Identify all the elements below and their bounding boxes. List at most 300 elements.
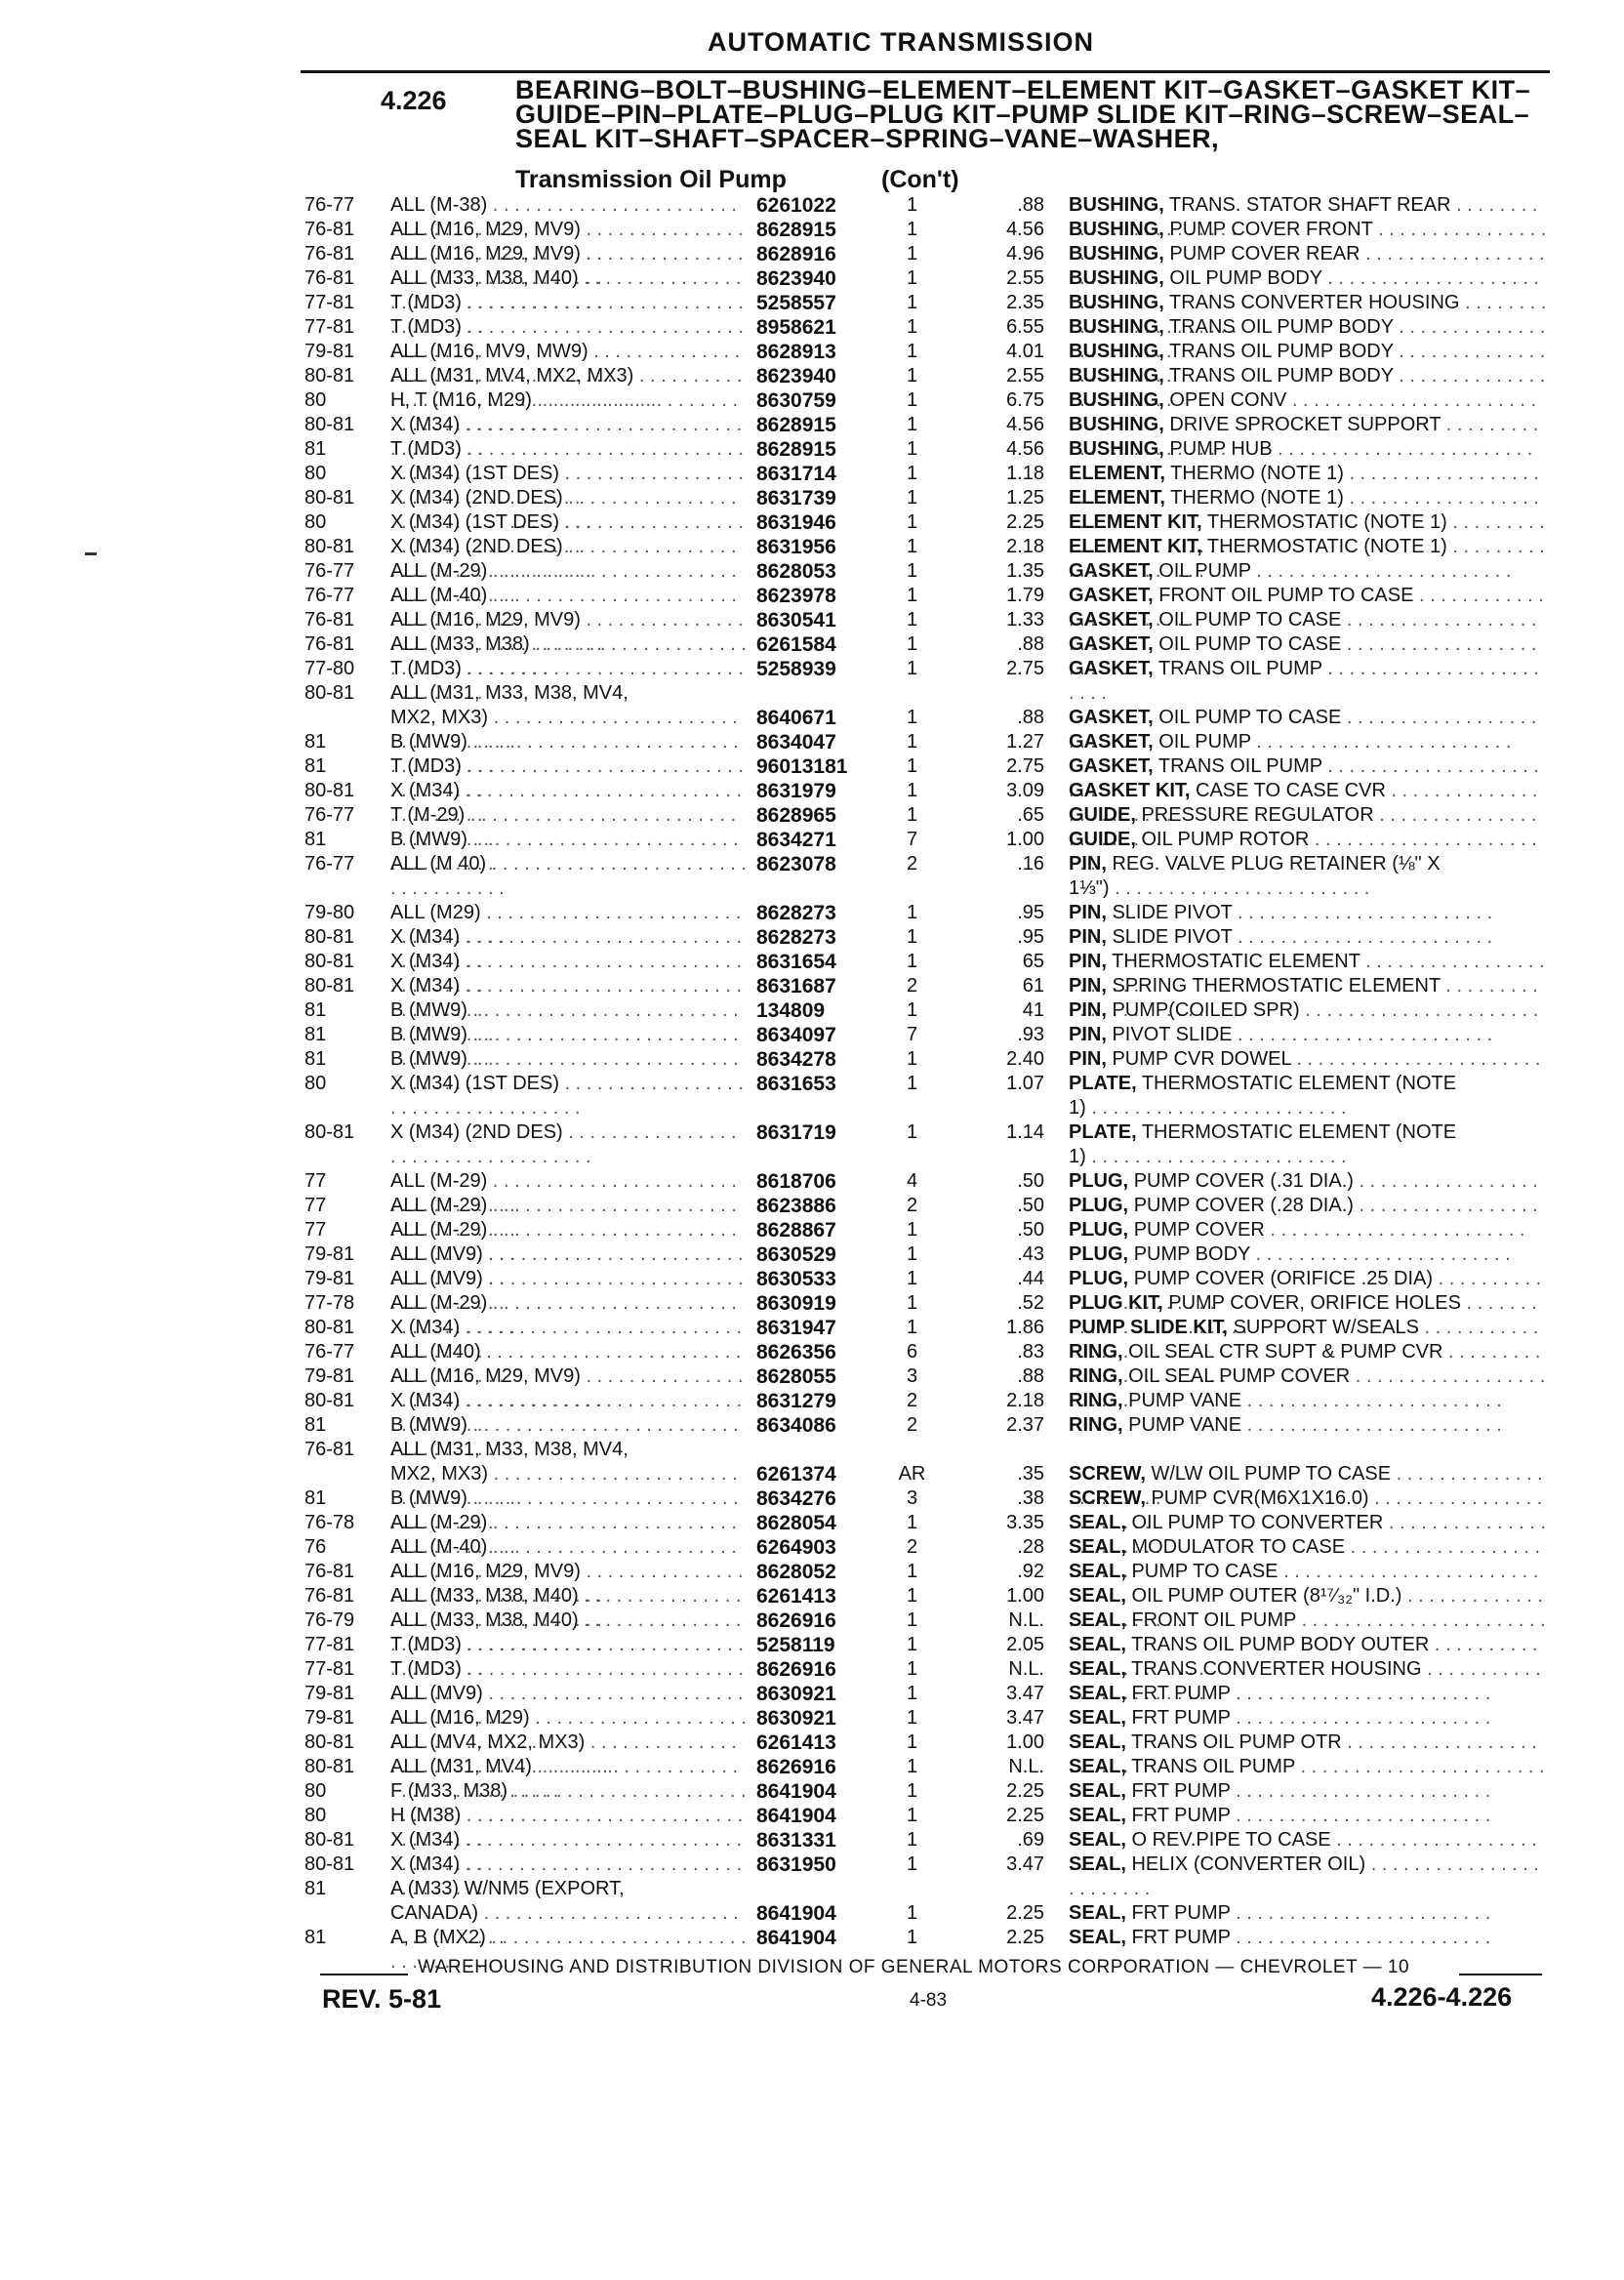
- quantity: 2: [906, 1195, 918, 1216]
- quantity: 1: [906, 1121, 918, 1143]
- application: ALL (M-29) . . .: [390, 1218, 747, 1267]
- description-name: PIN,: [1069, 999, 1107, 1021]
- model-years: 81: [304, 731, 327, 753]
- quantity: 1: [906, 999, 918, 1021]
- price: .95: [1017, 926, 1044, 948]
- description-detail: THERMO (NOTE 1) . . .: [1069, 487, 1539, 533]
- application: ALL (M33, M38, M40) . . .: [390, 266, 747, 315]
- description-detail: OIL PUMP TO CASE . . .: [1069, 609, 1536, 655]
- application: ALL (M-38) . . .: [390, 193, 747, 242]
- quantity: 1: [906, 438, 918, 460]
- description-detail: PUMP COVER REAR . . .: [1069, 243, 1545, 289]
- table-row: [0, 1023, 1624, 1047]
- model-years: 76-78: [304, 1512, 355, 1533]
- description-name: PLUG,: [1069, 1195, 1129, 1216]
- quantity: 1: [906, 463, 918, 484]
- part-number: 8634086: [756, 1414, 836, 1437]
- quantity: 1: [906, 243, 918, 265]
- description-detail: FRT PUMP . . .: [1131, 1927, 1490, 1948]
- application: ALL (M16, M29, MV9) . . .: [390, 218, 747, 266]
- quantity: 1: [906, 414, 918, 435]
- table-row: [0, 779, 1624, 803]
- quantity: 1: [906, 609, 918, 631]
- table-row: [0, 1608, 1624, 1633]
- model-years: 76-81: [304, 219, 355, 240]
- part-number: 8641904: [756, 1902, 836, 1925]
- application: ALL (M33, M38) . . .: [390, 632, 747, 681]
- quantity: 1: [906, 194, 918, 216]
- description-name: SEAL,: [1069, 1805, 1126, 1826]
- table-row: [0, 998, 1624, 1023]
- description-detail: TRANS OIL PUMP . . .: [1069, 658, 1539, 704]
- section-heading: BEARING–BOLT–BUSHING–ELEMENT–ELEMENT KIT–GASKET–GASKET KIT–GUIDE–PIN–PLATE–PLUG–PLUG KIT–PUMP SLIDE KIT–RING–SCREW–SEAL–SEAL KIT–SHAFT–SPACER–SPRING–VANE–WASHER,: [515, 75, 1531, 153]
- model-years: 81: [304, 1024, 327, 1045]
- table-row: [0, 242, 1624, 266]
- application: ALL (M 40) . . .: [390, 852, 747, 901]
- quantity: 1: [906, 926, 918, 948]
- application: X (M34) (2ND DES) . . .: [390, 1120, 747, 1169]
- description-name: GASKET,: [1069, 609, 1154, 631]
- part-number: 8641904: [756, 1927, 836, 1949]
- price: .52: [1017, 1292, 1044, 1314]
- application: ALL (M-29) . . .: [390, 1169, 747, 1218]
- quantity: 1: [906, 1048, 918, 1070]
- table-row: [0, 218, 1624, 242]
- application: A (M33) W/NM5 (EXPORT, CANADA) . . .: [390, 1877, 747, 1950]
- quantity: 1: [906, 1683, 918, 1704]
- part-number: 134809: [756, 999, 826, 1022]
- application: ALL (M16, M29) . . .: [390, 1706, 747, 1755]
- part-number: 8628913: [756, 341, 836, 363]
- price: 2.25: [1006, 511, 1044, 533]
- application: T (MD3) . . .: [390, 754, 747, 803]
- application: B (MW9) . . .: [390, 1413, 747, 1462]
- model-years: 81: [304, 999, 327, 1021]
- part-number: 8640671: [756, 707, 836, 729]
- description-detail: OIL PUMP . . .: [1158, 731, 1511, 753]
- quantity: 1: [906, 585, 918, 606]
- table-row: [0, 291, 1624, 315]
- quantity: 1: [906, 219, 918, 240]
- price: 2.25: [1006, 1805, 1044, 1826]
- model-years: 80-81: [304, 1829, 355, 1851]
- price: 1.79: [1006, 585, 1044, 606]
- quantity: 2: [906, 1390, 918, 1411]
- description-name: BUSHING,: [1069, 219, 1164, 240]
- description-name: PIN,: [1069, 1024, 1107, 1045]
- application: ALL (M31, MV4) . . .: [390, 1755, 747, 1804]
- price: .88: [1017, 633, 1044, 655]
- part-number: 6261413: [756, 1731, 836, 1754]
- part-number: 8618706: [756, 1170, 836, 1193]
- description-detail: TRANS OIL PUMP BODY . . .: [1069, 316, 1545, 362]
- description-detail: FRT PUMP . . .: [1131, 1902, 1490, 1924]
- description-detail: TRANS OIL PUMP BODY . . .: [1069, 341, 1545, 387]
- part-number: 8634047: [756, 731, 836, 753]
- model-years: 80-81: [304, 975, 355, 997]
- price: 1.86: [1006, 1317, 1044, 1338]
- description-name: ELEMENT,: [1069, 487, 1165, 509]
- table-row: [0, 340, 1624, 364]
- quantity: 1: [906, 1658, 918, 1680]
- part-number: 96013181: [756, 755, 848, 778]
- model-years: 81: [304, 1048, 327, 1070]
- application: ALL (M-29) . . .: [390, 559, 747, 608]
- quantity: 1: [906, 389, 918, 411]
- application: X (M34) (1ST DES) . . .: [390, 462, 747, 510]
- price: 4.56: [1006, 438, 1044, 460]
- description-detail: PUMP COVER . . .: [1134, 1219, 1525, 1241]
- quantity: 1: [906, 1561, 918, 1582]
- part-number: 8623886: [756, 1195, 836, 1217]
- price: 1.25: [1006, 487, 1044, 509]
- model-years: 80: [304, 1780, 327, 1802]
- application: ALL (M16, MV9, MW9) . . .: [390, 340, 747, 388]
- table-row: [0, 754, 1624, 779]
- part-number: 8631946: [756, 511, 836, 534]
- quantity: 1: [906, 536, 918, 557]
- description-detail: PUMP TO CASE . . .: [1131, 1561, 1538, 1582]
- quantity: 1: [906, 1853, 918, 1875]
- quantity: 7: [906, 829, 918, 850]
- table-row: [0, 1413, 1624, 1438]
- application: ALL (M40) . . .: [390, 1340, 747, 1389]
- application: X (M34) . . .: [390, 1852, 747, 1901]
- quantity: 1: [906, 1927, 918, 1948]
- price: 2.05: [1006, 1634, 1044, 1655]
- description-detail: TRANS CONVERTER HOUSING . . .: [1069, 292, 1546, 338]
- description-name: GUIDE,: [1069, 804, 1136, 826]
- quantity: 1: [906, 1073, 918, 1094]
- application: T (MD3) . . .: [390, 1633, 747, 1682]
- description-name: PIN,: [1069, 853, 1107, 875]
- model-years: 81: [304, 829, 327, 850]
- description: [1069, 1023, 1547, 1047]
- table-row: [0, 1926, 1624, 1950]
- model-years: 76-77: [304, 560, 355, 582]
- price: 3.47: [1006, 1683, 1044, 1704]
- description: [1069, 925, 1547, 950]
- table-row: [0, 1755, 1624, 1779]
- application: X (M34) . . .: [390, 779, 747, 828]
- application: X (M34) . . .: [390, 1389, 747, 1438]
- description-name: GASKET,: [1069, 658, 1154, 679]
- price: 2.40: [1006, 1048, 1044, 1070]
- application: ALL (M33, M38, M40) . . .: [390, 1608, 747, 1657]
- description-detail: PUMP COVER, ORIFICE HOLES . . .: [1069, 1292, 1537, 1338]
- part-number: 8634276: [756, 1487, 836, 1510]
- quantity: 1: [906, 1243, 918, 1265]
- table-row: [0, 681, 1624, 730]
- description: [1069, 559, 1547, 584]
- application: F (M33, M38) . . .: [390, 1779, 747, 1828]
- description-name: SCREW,: [1069, 1463, 1146, 1485]
- application: ALL (MV9) . . .: [390, 1267, 747, 1316]
- description-detail: TRANS OIL PUMP BODY . . .: [1069, 365, 1545, 411]
- model-years: 80: [304, 389, 327, 411]
- model-years: 80-81: [304, 487, 355, 509]
- description-detail: TRANS. STATOR SHAFT REAR . . .: [1069, 194, 1537, 240]
- application: X (M34) (1ST DES) . . .: [390, 510, 747, 559]
- table-row: [0, 1682, 1624, 1706]
- description-detail: PUMP CVR DOWEL . . .: [1069, 1048, 1540, 1094]
- description: [1069, 1120, 1547, 1169]
- description-detail: SPRING THERMOSTATIC ELEMENT . . .: [1069, 975, 1538, 1021]
- footer-rule: [1459, 1974, 1542, 1975]
- table-row: [0, 1633, 1624, 1657]
- table-row: [0, 1389, 1624, 1413]
- price: 41: [1022, 999, 1044, 1021]
- description-name: PLUG KIT,: [1069, 1292, 1163, 1314]
- table-row: [0, 1657, 1624, 1682]
- application: ALL (M-29) . . .: [390, 1194, 747, 1242]
- price: 1.00: [1006, 1731, 1044, 1753]
- application: T (MD3) . . .: [390, 657, 747, 706]
- section-continued: (Con't): [881, 166, 959, 193]
- application: X (M34) . . .: [390, 1316, 747, 1364]
- part-number: 8628915: [756, 414, 836, 436]
- table-row: [0, 1560, 1624, 1584]
- description-name: PUMP SLIDE KIT,: [1069, 1317, 1228, 1338]
- part-number: 8630921: [756, 1707, 836, 1730]
- description-name: GASKET,: [1069, 633, 1154, 655]
- part-number: 8626916: [756, 1756, 836, 1778]
- application: ALL (M-40) . . .: [390, 1535, 747, 1584]
- part-number: 8626356: [756, 1341, 836, 1364]
- part-number: 6261584: [756, 633, 836, 656]
- table-row: [0, 510, 1624, 535]
- table-row: [0, 852, 1624, 901]
- model-years: 81: [304, 1487, 327, 1509]
- part-number: 8626916: [756, 1658, 836, 1681]
- description-name: SEAL,: [1069, 1707, 1126, 1729]
- quantity: 1: [906, 1780, 918, 1802]
- quantity: 4: [906, 1170, 918, 1192]
- description-detail: PUMP BODY . . .: [1134, 1243, 1511, 1265]
- part-number: 8631653: [756, 1073, 836, 1095]
- description-name: BUSHING,: [1069, 414, 1164, 435]
- application: ALL (M33, M38, M40) . . .: [390, 1584, 747, 1633]
- table-row: [0, 974, 1624, 998]
- description-name: BUSHING,: [1069, 316, 1164, 338]
- part-number: 8623078: [756, 853, 836, 875]
- price: .93: [1017, 1024, 1044, 1045]
- model-years: 79-81: [304, 341, 355, 362]
- price: 6.75: [1006, 389, 1044, 411]
- description-name: RING,: [1069, 1390, 1123, 1411]
- description: [1069, 901, 1547, 925]
- model-years: 80-81: [304, 951, 355, 972]
- description-name: GUIDE,: [1069, 829, 1136, 850]
- price: 2.55: [1006, 267, 1044, 289]
- table-row: [0, 1486, 1624, 1511]
- description-name: BUSHING,: [1069, 292, 1164, 313]
- description-detail: PUMP COVER (ORIFICE .25 DIA) . . .: [1069, 1268, 1541, 1314]
- price: 2.55: [1006, 365, 1044, 387]
- model-years: 76-81: [304, 267, 355, 289]
- table-row: [0, 901, 1624, 925]
- price: 1.00: [1006, 829, 1044, 850]
- model-years: 77-78: [304, 1292, 355, 1314]
- table-row: [0, 1828, 1624, 1852]
- model-years: 80: [304, 511, 327, 533]
- table-row: [0, 388, 1624, 413]
- model-years: 80-81: [304, 682, 355, 704]
- part-number: 8630541: [756, 609, 836, 631]
- table-row: [0, 1364, 1624, 1389]
- model-years: 76-77: [304, 853, 355, 875]
- description-detail: PUMP HUB . . .: [1169, 438, 1532, 460]
- description: [1069, 437, 1547, 462]
- price: 61: [1022, 975, 1044, 997]
- description: [1069, 1242, 1547, 1267]
- quantity: 2: [906, 1536, 918, 1558]
- table-row: [0, 1535, 1624, 1560]
- price: 2.35: [1006, 292, 1044, 313]
- application: T (MD3) . . .: [390, 291, 747, 340]
- part-number: 8631654: [756, 951, 836, 973]
- quantity: 1: [906, 902, 918, 923]
- price: .88: [1017, 1365, 1044, 1387]
- quantity: 1: [906, 341, 918, 362]
- model-years: 79-81: [304, 1365, 355, 1387]
- application: B (MW9) . . .: [390, 1047, 747, 1096]
- description: [1069, 1072, 1547, 1120]
- price: .16: [1017, 853, 1044, 875]
- table-row: [0, 266, 1624, 291]
- application: ALL (MV4, MX2, MX3) . . .: [390, 1730, 747, 1779]
- model-years: 76-77: [304, 1341, 355, 1363]
- model-years: 76-81: [304, 609, 355, 631]
- description: [1069, 1706, 1547, 1730]
- description-detail: SUPPORT W/SEALS . . .: [1069, 1317, 1538, 1363]
- description-detail: TRANS OIL PUMP OTR . . .: [1069, 1731, 1537, 1777]
- application: X (M34) (2ND DES) . . .: [390, 535, 747, 584]
- part-number: 8628273: [756, 902, 836, 924]
- part-number: 6261022: [756, 194, 836, 217]
- price: .88: [1017, 194, 1044, 216]
- description: [1069, 852, 1547, 901]
- description: [1069, 1560, 1547, 1584]
- description-detail: SLIDE PIVOT . . .: [1112, 902, 1492, 923]
- quantity: 1: [906, 365, 918, 387]
- description-name: ELEMENT KIT,: [1069, 511, 1202, 533]
- description-name: SEAL,: [1069, 1609, 1126, 1631]
- description-name: BUSHING,: [1069, 365, 1164, 387]
- price: 1.00: [1006, 1585, 1044, 1607]
- description-detail: THERMOSTATIC (NOTE 1) . . .: [1069, 511, 1545, 557]
- description-detail: THERMOSTATIC ELEMENT (NOTE 1) . . .: [1069, 1121, 1456, 1167]
- description-name: SEAL,: [1069, 1731, 1126, 1753]
- part-number: 8628052: [756, 1561, 836, 1583]
- description-detail: OIL SEAL PUMP COVER . . .: [1069, 1365, 1545, 1411]
- price: .38: [1017, 1487, 1044, 1509]
- description-detail: PUMP VANE . . .: [1128, 1414, 1502, 1436]
- model-years: 77-81: [304, 1634, 355, 1655]
- table-row: [0, 1852, 1624, 1877]
- model-years: 80-81: [304, 1121, 355, 1143]
- description-name: SEAL,: [1069, 1658, 1126, 1680]
- part-number: 8628915: [756, 219, 836, 241]
- application: A, B (MX2) . . .: [390, 1926, 747, 1975]
- description-detail: HELIX (CONVERTER OIL) . . .: [1069, 1853, 1539, 1899]
- model-years: 77-81: [304, 292, 355, 313]
- description-name: BUSHING,: [1069, 341, 1164, 362]
- description-name: PIN,: [1069, 951, 1107, 972]
- table-row: [0, 1120, 1624, 1169]
- price: .44: [1017, 1268, 1044, 1289]
- description-detail: OIL PUMP . . .: [1158, 560, 1511, 582]
- table-row: [0, 1218, 1624, 1242]
- application: ALL (M31, M33, M38, MV4, MX2, MX3) . . .: [390, 1438, 747, 1511]
- description-detail: THERMOSTATIC ELEMENT (NOTE 1) . . .: [1069, 1073, 1456, 1119]
- model-years: 77-81: [304, 1658, 355, 1680]
- part-number: 5258939: [756, 658, 836, 680]
- part-number: 8623978: [756, 585, 836, 607]
- price: N.L.: [1008, 1756, 1044, 1777]
- model-years: 77-81: [304, 316, 355, 338]
- price: 4.01: [1006, 341, 1044, 362]
- description-detail: TRANS OIL PUMP . . .: [1069, 755, 1539, 801]
- description-name: ELEMENT,: [1069, 463, 1165, 484]
- quantity: 1: [906, 1634, 918, 1655]
- description-detail: OIL PUMP TO CASE . . .: [1069, 707, 1536, 753]
- application: ALL (M29) . . .: [390, 901, 747, 950]
- quantity: 1: [906, 267, 918, 289]
- quantity: 1: [906, 316, 918, 338]
- description-name: SEAL,: [1069, 1561, 1126, 1582]
- description-detail: PUMP(COILED SPR) . . .: [1069, 999, 1538, 1045]
- quantity: 1: [906, 731, 918, 753]
- application: ALL (M31, M33, M38, MV4, MX2, MX3) . . .: [390, 681, 747, 754]
- description-detail: FRT PUMP . . .: [1131, 1683, 1490, 1704]
- quantity: 1: [906, 1512, 918, 1533]
- quantity: 1: [906, 1268, 918, 1289]
- application: X (M34) . . .: [390, 974, 747, 1023]
- table-row: [0, 364, 1624, 388]
- application: B (MW9) . . .: [390, 1023, 747, 1072]
- description-detail: REG. VALVE PLUG RETAINER (⅛" X 1⅓") . . .: [1069, 853, 1441, 899]
- part-number: 8631739: [756, 487, 836, 509]
- model-years: 77-80: [304, 658, 355, 679]
- part-number: 8628273: [756, 926, 836, 949]
- table-row: [0, 1291, 1624, 1316]
- application: ALL (M16, M29, MV9) . . .: [390, 1560, 747, 1608]
- part-number: 8628054: [756, 1512, 836, 1534]
- price: 3.09: [1006, 780, 1044, 801]
- description-name: PLUG,: [1069, 1170, 1129, 1192]
- table-row: [0, 535, 1624, 559]
- quantity: 1: [906, 1805, 918, 1826]
- part-number: 6264903: [756, 1536, 836, 1559]
- model-years: 80-81: [304, 926, 355, 948]
- part-number: 8634278: [756, 1048, 836, 1071]
- quantity: 1: [906, 1317, 918, 1338]
- price: 2.25: [1006, 1780, 1044, 1802]
- table-row: [0, 1877, 1624, 1926]
- application: B (MW9) . . .: [390, 1486, 747, 1535]
- quantity: 1: [906, 707, 918, 728]
- description-name: SCREW,: [1069, 1487, 1146, 1509]
- description-name: PLATE,: [1069, 1073, 1137, 1094]
- part-number: 8630921: [756, 1683, 836, 1705]
- part-number: 8631279: [756, 1390, 836, 1412]
- model-years: 76-81: [304, 1439, 355, 1460]
- quantity: 1: [906, 658, 918, 679]
- part-number: 8641904: [756, 1780, 836, 1803]
- application: ALL (MV9) . . .: [390, 1242, 747, 1291]
- part-number: 6261413: [756, 1585, 836, 1608]
